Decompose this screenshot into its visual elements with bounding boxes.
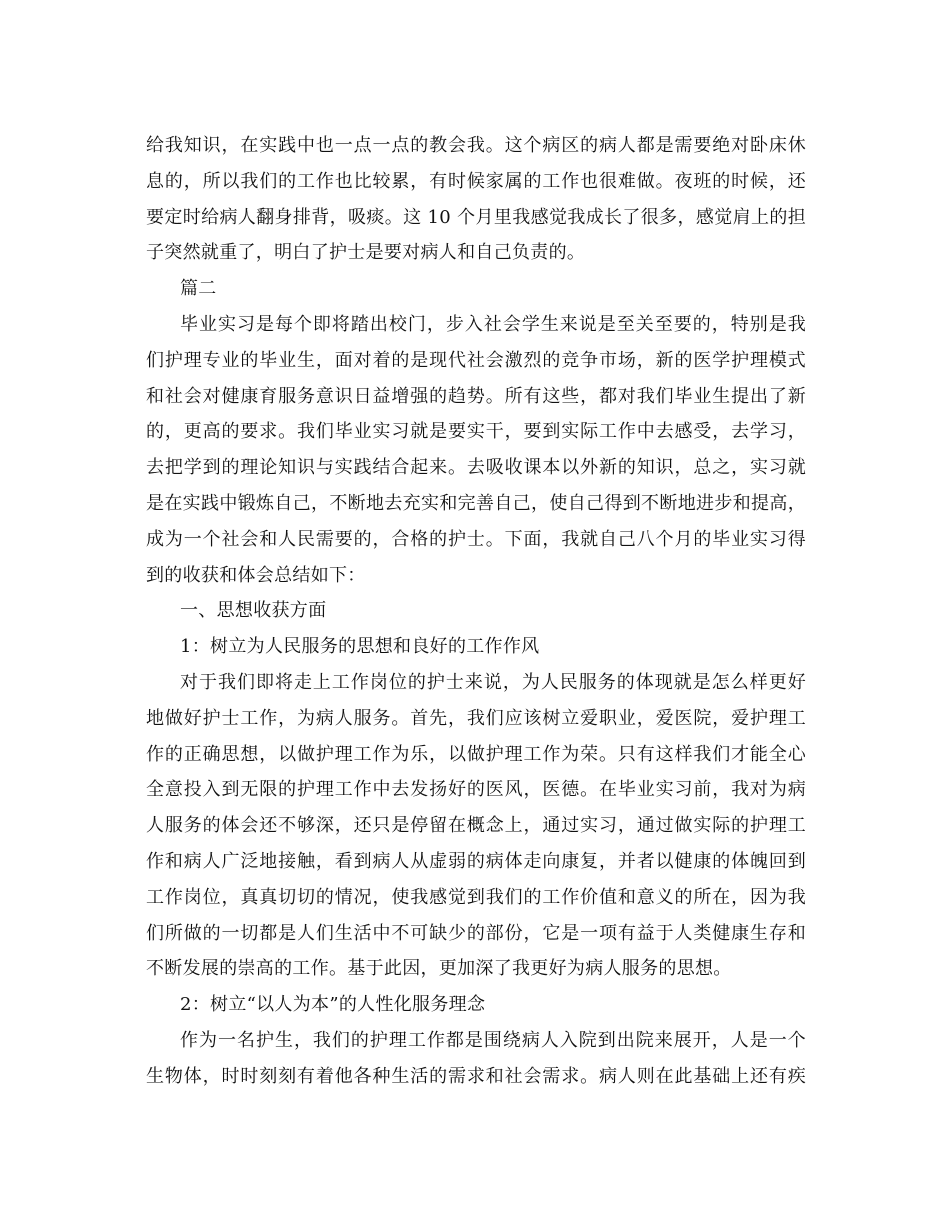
text-line: 地做好护士工作，为病人服务。首先，我们应该树立爱职业，爱医院，爱护理工 <box>146 707 806 729</box>
document-page <box>146 128 806 1095</box>
text-line: 要定时给病人翻身排背，吸痰。这 10 个月里我感觉我成长了很多，感觉肩上的担 <box>146 206 806 228</box>
text-line: 作和病人广泛地接触，看到病人从虚弱的病体走向康复，并者以健康的体魄回到 <box>146 850 806 872</box>
text-line: 们护理专业的毕业生，面对着的是现代社会激烈的竞争市场，新的医学护理模式 <box>146 349 806 371</box>
text-line: 工作岗位，真真切切的情况，使我感觉到我们的工作价值和意义的所在，因为我 <box>146 886 806 908</box>
text-line: 毕业实习是每个即将踏出校门，步入社会学生来说是至关至要的，特别是我 <box>180 313 806 335</box>
text-line: 到的收获和体会总结如下： <box>146 564 366 586</box>
text-line: 作为一名护生，我们的护理工作都是围绕病人入院到出院来展开，人是一个 <box>180 1029 806 1051</box>
text-line: 生物体，时时刻刻有着他各种生活的需求和社会需求。病人则在此基础上还有疾 <box>146 1065 806 1087</box>
text-line: 人服务的体会还不够深，还只是停留在概念上，通过实习，通过做实际的护理工 <box>146 815 806 837</box>
text-line: 2：树立“以人为本”的人性化服务理念 <box>180 994 486 1016</box>
text-line: 作的正确思想，以做护理工作为乐，以做护理工作为荣。只有这样我们才能全心 <box>146 743 806 765</box>
text-line: 子突然就重了，明白了护士是要对病人和自己负责的。 <box>146 242 586 264</box>
text-line: 息的，所以我们的工作也比较累，有时候家属的工作也很难做。夜班的时候，还 <box>146 170 806 192</box>
text-line: 给我知识，在实践中也一点一点的教会我。这个病区的病人都是需要绝对卧床休 <box>146 135 806 156</box>
text-line: 不断发展的崇高的工作。基于此因，更加深了我更好为病人服务的思想。 <box>146 958 732 980</box>
text-line: 是在实践中锻炼自己，不断地去充实和完善自己，使自己得到不断地进步和提高， <box>146 492 806 514</box>
text-line: 全意投入到无限的护理工作中去发扬好的医风，医德。在毕业实习前，我对为病 <box>146 779 806 801</box>
text-line: 1：树立为人民服务的思想和良好的工作作风 <box>180 636 540 658</box>
text-line: 的，更高的要求。我们毕业实习就是要实干，要到实际工作中去感受，去学习， <box>146 421 806 443</box>
text-line: 篇二 <box>180 278 217 300</box>
text-line: 去把学到的理论知识与实践结合起来。去吸收课本以外新的知识，总之，实习就 <box>146 457 806 479</box>
text-line: 们所做的一切都是人们生活中不可缺少的部份，它是一项有益于人类健康生存和 <box>146 922 806 944</box>
text-line: 成为一个社会和人民需要的，合格的护士。下面，我就自己八个月的毕业实习得 <box>146 528 806 550</box>
text-line: 一、思想收获方面 <box>180 600 327 622</box>
text-line: 和社会对健康育服务意识日益增强的趋势。所有这些，都对我们毕业生提出了新 <box>146 385 806 407</box>
text-line: 对于我们即将走上工作岗位的护士来说，为人民服务的体现就是怎么样更好 <box>180 671 806 693</box>
